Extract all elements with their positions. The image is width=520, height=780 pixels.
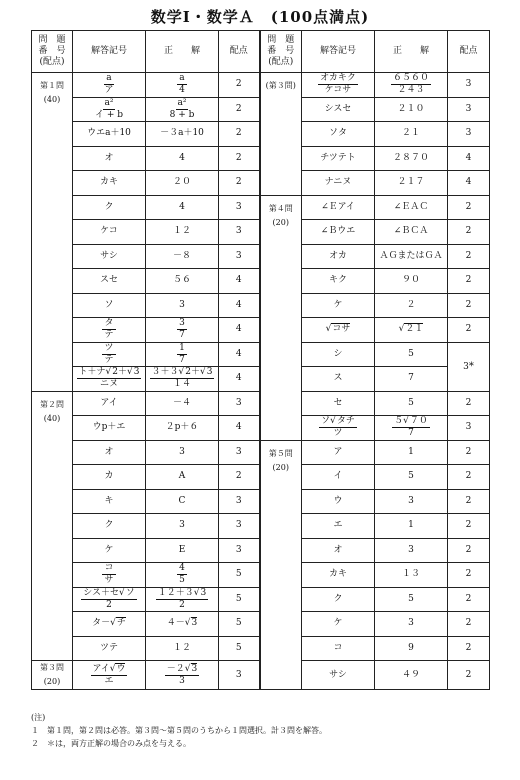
answer-code-cell: ナニヌ <box>302 171 375 196</box>
answer-code-cell: チツテト <box>302 146 375 171</box>
answer-code-cell: イ <box>302 465 375 490</box>
correct-answer-cell: １２ <box>146 220 219 245</box>
correct-answer-cell: 1 <box>375 440 448 465</box>
correct-answer-cell: １３ <box>375 563 448 588</box>
answer-code-cell: サシ <box>302 661 375 690</box>
correct-answer-cell: $\frac{\text{a²}}{8 + b}$ <box>146 97 219 122</box>
answer-code-cell: ウ <box>302 489 375 514</box>
answer-code-cell: ケ <box>302 293 375 318</box>
points-cell: 4 <box>219 318 260 343</box>
header-question-number: 問 題 番 号 (配点) <box>32 31 73 73</box>
correct-answer-cell: ５６ <box>146 269 219 294</box>
points-cell: 3 <box>448 122 490 147</box>
points-cell: 4 <box>219 269 260 294</box>
note-1: １ 第１問，第２問は必答。第３問～第５問のうちから１問選択。計３問を解答。 <box>31 726 327 735</box>
correct-answer-cell: $\frac{-2√3}{3}$ <box>146 661 219 690</box>
points-cell: 4 <box>219 293 260 318</box>
points-cell: 3 <box>448 97 490 122</box>
correct-answer-cell: －８ <box>146 244 219 269</box>
section-q3-label: 第３問 (20) <box>32 661 73 690</box>
answer-code-cell: キク <box>302 269 375 294</box>
answer-code-cell: シスセ <box>302 97 375 122</box>
correct-answer-cell: －３a＋10 <box>146 122 219 147</box>
answer-code-cell: ツ テ <box>73 342 146 367</box>
answer-code-cell: a² イ + b <box>73 97 146 122</box>
points-cell: 2 <box>448 318 490 343</box>
answer-code-cell: ク <box>73 514 146 539</box>
points-cell: 2 <box>219 465 260 490</box>
points-cell: 2 <box>448 514 490 539</box>
table-row <box>32 73 490 98</box>
points-cell: 3 <box>219 244 260 269</box>
correct-answer-cell: 5 <box>375 587 448 612</box>
answer-code-cell: ケコ <box>73 220 146 245</box>
points-cell: 3 <box>448 416 490 441</box>
correct-answer-cell: ２p＋６ <box>146 416 219 441</box>
answer-code-cell: コ <box>302 636 375 661</box>
answer-code-cell: コ サ <box>73 563 146 588</box>
points-cell: 2 <box>448 220 490 245</box>
answer-code-cell: ケ <box>73 538 146 563</box>
answer-code-cell: ア <box>302 440 375 465</box>
correct-answer-cell: 5 <box>375 465 448 490</box>
points-cell: 2 <box>219 146 260 171</box>
correct-answer-cell: ２０ <box>146 171 219 196</box>
answer-code-cell: シ <box>302 342 375 367</box>
points-cell: 2 <box>448 563 490 588</box>
correct-answer-cell: 3 <box>375 612 448 637</box>
correct-answer-cell: ６５６０ ２４３ <box>375 73 448 98</box>
points-cell: 4 <box>448 171 490 196</box>
answer-code-cell: ウエa＋10 <box>73 122 146 147</box>
correct-answer-cell: ３＋３√2＋√3 １４ <box>146 367 219 392</box>
points-cell: 2 <box>448 587 490 612</box>
points-cell: 2 <box>448 489 490 514</box>
correct-answer-cell: A <box>146 465 219 490</box>
header-points-right: 配点 <box>448 31 490 73</box>
answer-code-cell: アイ <box>73 391 146 416</box>
correct-answer-cell: $\frac{a}{4}$ <box>146 73 219 98</box>
correct-answer-cell: ２８７０ <box>375 146 448 171</box>
correct-answer-cell: 5 <box>375 391 448 416</box>
correct-answer-cell: ２１ <box>375 122 448 147</box>
correct-answer-cell: －４ <box>146 391 219 416</box>
correct-answer-cell: 3 <box>375 538 448 563</box>
points-cell: 3 <box>219 661 260 690</box>
correct-answer-cell: C <box>146 489 219 514</box>
section-q1-label: 第１問 (40) <box>32 73 73 392</box>
correct-answer-cell: 3 <box>146 293 219 318</box>
correct-answer-cell: $\frac{3}{7}$ <box>146 318 219 343</box>
answer-code-cell: ケ <box>302 612 375 637</box>
header-correct-answer: 正 解 <box>146 31 219 73</box>
section-q4-label: 第４問 (20) <box>260 195 302 440</box>
points-cell: 2 <box>448 612 490 637</box>
correct-answer-cell: $\frac{4}{5}$ <box>146 563 219 588</box>
answer-code-cell: √コサ <box>302 318 375 343</box>
answer-code-cell: カ <box>73 465 146 490</box>
answer-code-cell: ∠Ｅアイ <box>302 195 375 220</box>
points-cell: 2 <box>219 73 260 98</box>
points-cell: 3 <box>219 538 260 563</box>
answer-code-cell: ソタ <box>302 122 375 147</box>
page-title: 数学Ⅰ・数学Ａ (100点満点) <box>150 8 370 26</box>
answer-code-cell: カキ <box>73 171 146 196</box>
header-row <box>32 31 490 73</box>
points-cell: 3 <box>219 489 260 514</box>
points-cell: 2 <box>448 391 490 416</box>
answer-code-cell: オ <box>73 146 146 171</box>
correct-answer-cell: $\frac{1}{7}$ <box>146 342 219 367</box>
points-cell: 3 <box>219 440 260 465</box>
points-cell: 3 <box>219 195 260 220</box>
header-question-number-right: 問 題 番 号 (配点) <box>260 31 302 73</box>
correct-answer-cell: 5 <box>375 342 448 367</box>
answer-code-cell: スセ <box>73 269 146 294</box>
section-q3-continued-label: (第３問) <box>260 73 302 196</box>
header-correct-answer-right: 正 解 <box>375 31 448 73</box>
answer-code-cell: a ア <box>73 73 146 98</box>
correct-answer-cell: √２１ <box>375 318 448 343</box>
points-cell: 5 <box>219 636 260 661</box>
table-row <box>32 195 490 220</box>
points-cell: 4 <box>219 342 260 367</box>
correct-answer-cell: E <box>146 538 219 563</box>
correct-answer-cell: ９０ <box>375 269 448 294</box>
points-cell: 5 <box>219 612 260 637</box>
correct-answer-cell: 3 <box>146 440 219 465</box>
points-cell-shared: 3* <box>448 342 490 391</box>
correct-answer-cell: ＡＧまたはＧＡ <box>375 244 448 269</box>
points-cell: 2 <box>448 440 490 465</box>
points-cell: 4 <box>219 367 260 392</box>
correct-answer-cell: ∠ＢＣＡ <box>375 220 448 245</box>
correct-answer-cell: 1 <box>375 514 448 539</box>
answer-code-cell: ツテ <box>73 636 146 661</box>
answer-code-cell: ク <box>73 195 146 220</box>
points-cell: 5 <box>219 563 260 588</box>
table-row <box>32 440 490 465</box>
correct-answer-cell: 4 <box>146 146 219 171</box>
answer-code-cell: セ <box>302 391 375 416</box>
answer-code-cell: ウp＋エ <box>73 416 146 441</box>
correct-answer-cell: ２１７ <box>375 171 448 196</box>
correct-answer-cell: $\frac{12+3√3}{2}$ <box>146 587 219 612</box>
correct-answer-cell: 9 <box>375 636 448 661</box>
answer-code-cell: タ－√チ <box>73 612 146 637</box>
answer-code-cell: ソ√タチ ツ <box>302 416 375 441</box>
header-answer-code: 解答記号 <box>73 31 146 73</box>
notes-heading: (注) <box>31 713 46 722</box>
answer-code-cell: キ <box>73 489 146 514</box>
points-cell: 4 <box>448 146 490 171</box>
correct-answer-cell: １２ <box>146 636 219 661</box>
answer-code-cell: オカ <box>302 244 375 269</box>
correct-answer-cell: 7 <box>375 367 448 392</box>
correct-answer-cell: ４９ <box>375 661 448 690</box>
notes <box>31 711 489 750</box>
section-q2-label: 第２問 (40) <box>32 391 73 661</box>
points-cell: 2 <box>448 244 490 269</box>
answer-code-cell: カキ <box>302 563 375 588</box>
points-cell: 4 <box>219 416 260 441</box>
points-cell: 2 <box>219 97 260 122</box>
answer-code-cell: サシ <box>73 244 146 269</box>
answer-code-cell: ク <box>302 587 375 612</box>
correct-answer-cell: ２１０ <box>375 97 448 122</box>
answer-code-cell: エ <box>302 514 375 539</box>
correct-answer-cell: 4 <box>146 195 219 220</box>
header-answer-code-right: 解答記号 <box>302 31 375 73</box>
answer-code-cell: オカキク ケコサ <box>302 73 375 98</box>
points-cell: 2 <box>448 538 490 563</box>
correct-answer-cell: 3 <box>146 514 219 539</box>
points-cell: 2 <box>448 195 490 220</box>
correct-answer-cell: 3 <box>375 489 448 514</box>
points-cell: 2 <box>219 122 260 147</box>
points-cell: 2 <box>448 636 490 661</box>
note-2: ２ ＊は，両方正解の場合のみ点を与える。 <box>31 739 191 748</box>
answer-table <box>31 30 490 690</box>
points-cell: 3 <box>219 514 260 539</box>
answer-code-cell: ソ <box>73 293 146 318</box>
points-cell: 5 <box>219 587 260 612</box>
answer-code-cell: タ テ <box>73 318 146 343</box>
answer-code-cell: ス <box>302 367 375 392</box>
correct-answer-cell: ２ <box>375 293 448 318</box>
points-cell: 2 <box>448 269 490 294</box>
points-cell: 3 <box>219 391 260 416</box>
correct-answer-cell: ∠ＥＡＣ <box>375 195 448 220</box>
answer-code-cell: シス＋セ√ソ 2 <box>73 587 146 612</box>
points-cell: 3 <box>448 73 490 98</box>
points-cell: 2 <box>219 171 260 196</box>
answer-code-cell: アイ√ウ エ <box>73 661 146 690</box>
section-q5-label: 第５問 (20) <box>260 440 302 690</box>
correct-answer-cell: ４－√3 <box>146 612 219 637</box>
points-cell: 3 <box>219 220 260 245</box>
header-points: 配点 <box>219 31 260 73</box>
answer-code-cell: ∠Ｂウエ <box>302 220 375 245</box>
correct-answer-cell: ５√７０ 7 <box>375 416 448 441</box>
points-cell: 2 <box>448 293 490 318</box>
answer-code-cell: オ <box>73 440 146 465</box>
answer-code-cell: オ <box>302 538 375 563</box>
points-cell: 2 <box>448 465 490 490</box>
answer-code-cell: ト＋ナ√2＋√3 ニヌ <box>73 367 146 392</box>
points-cell: 2 <box>448 661 490 690</box>
